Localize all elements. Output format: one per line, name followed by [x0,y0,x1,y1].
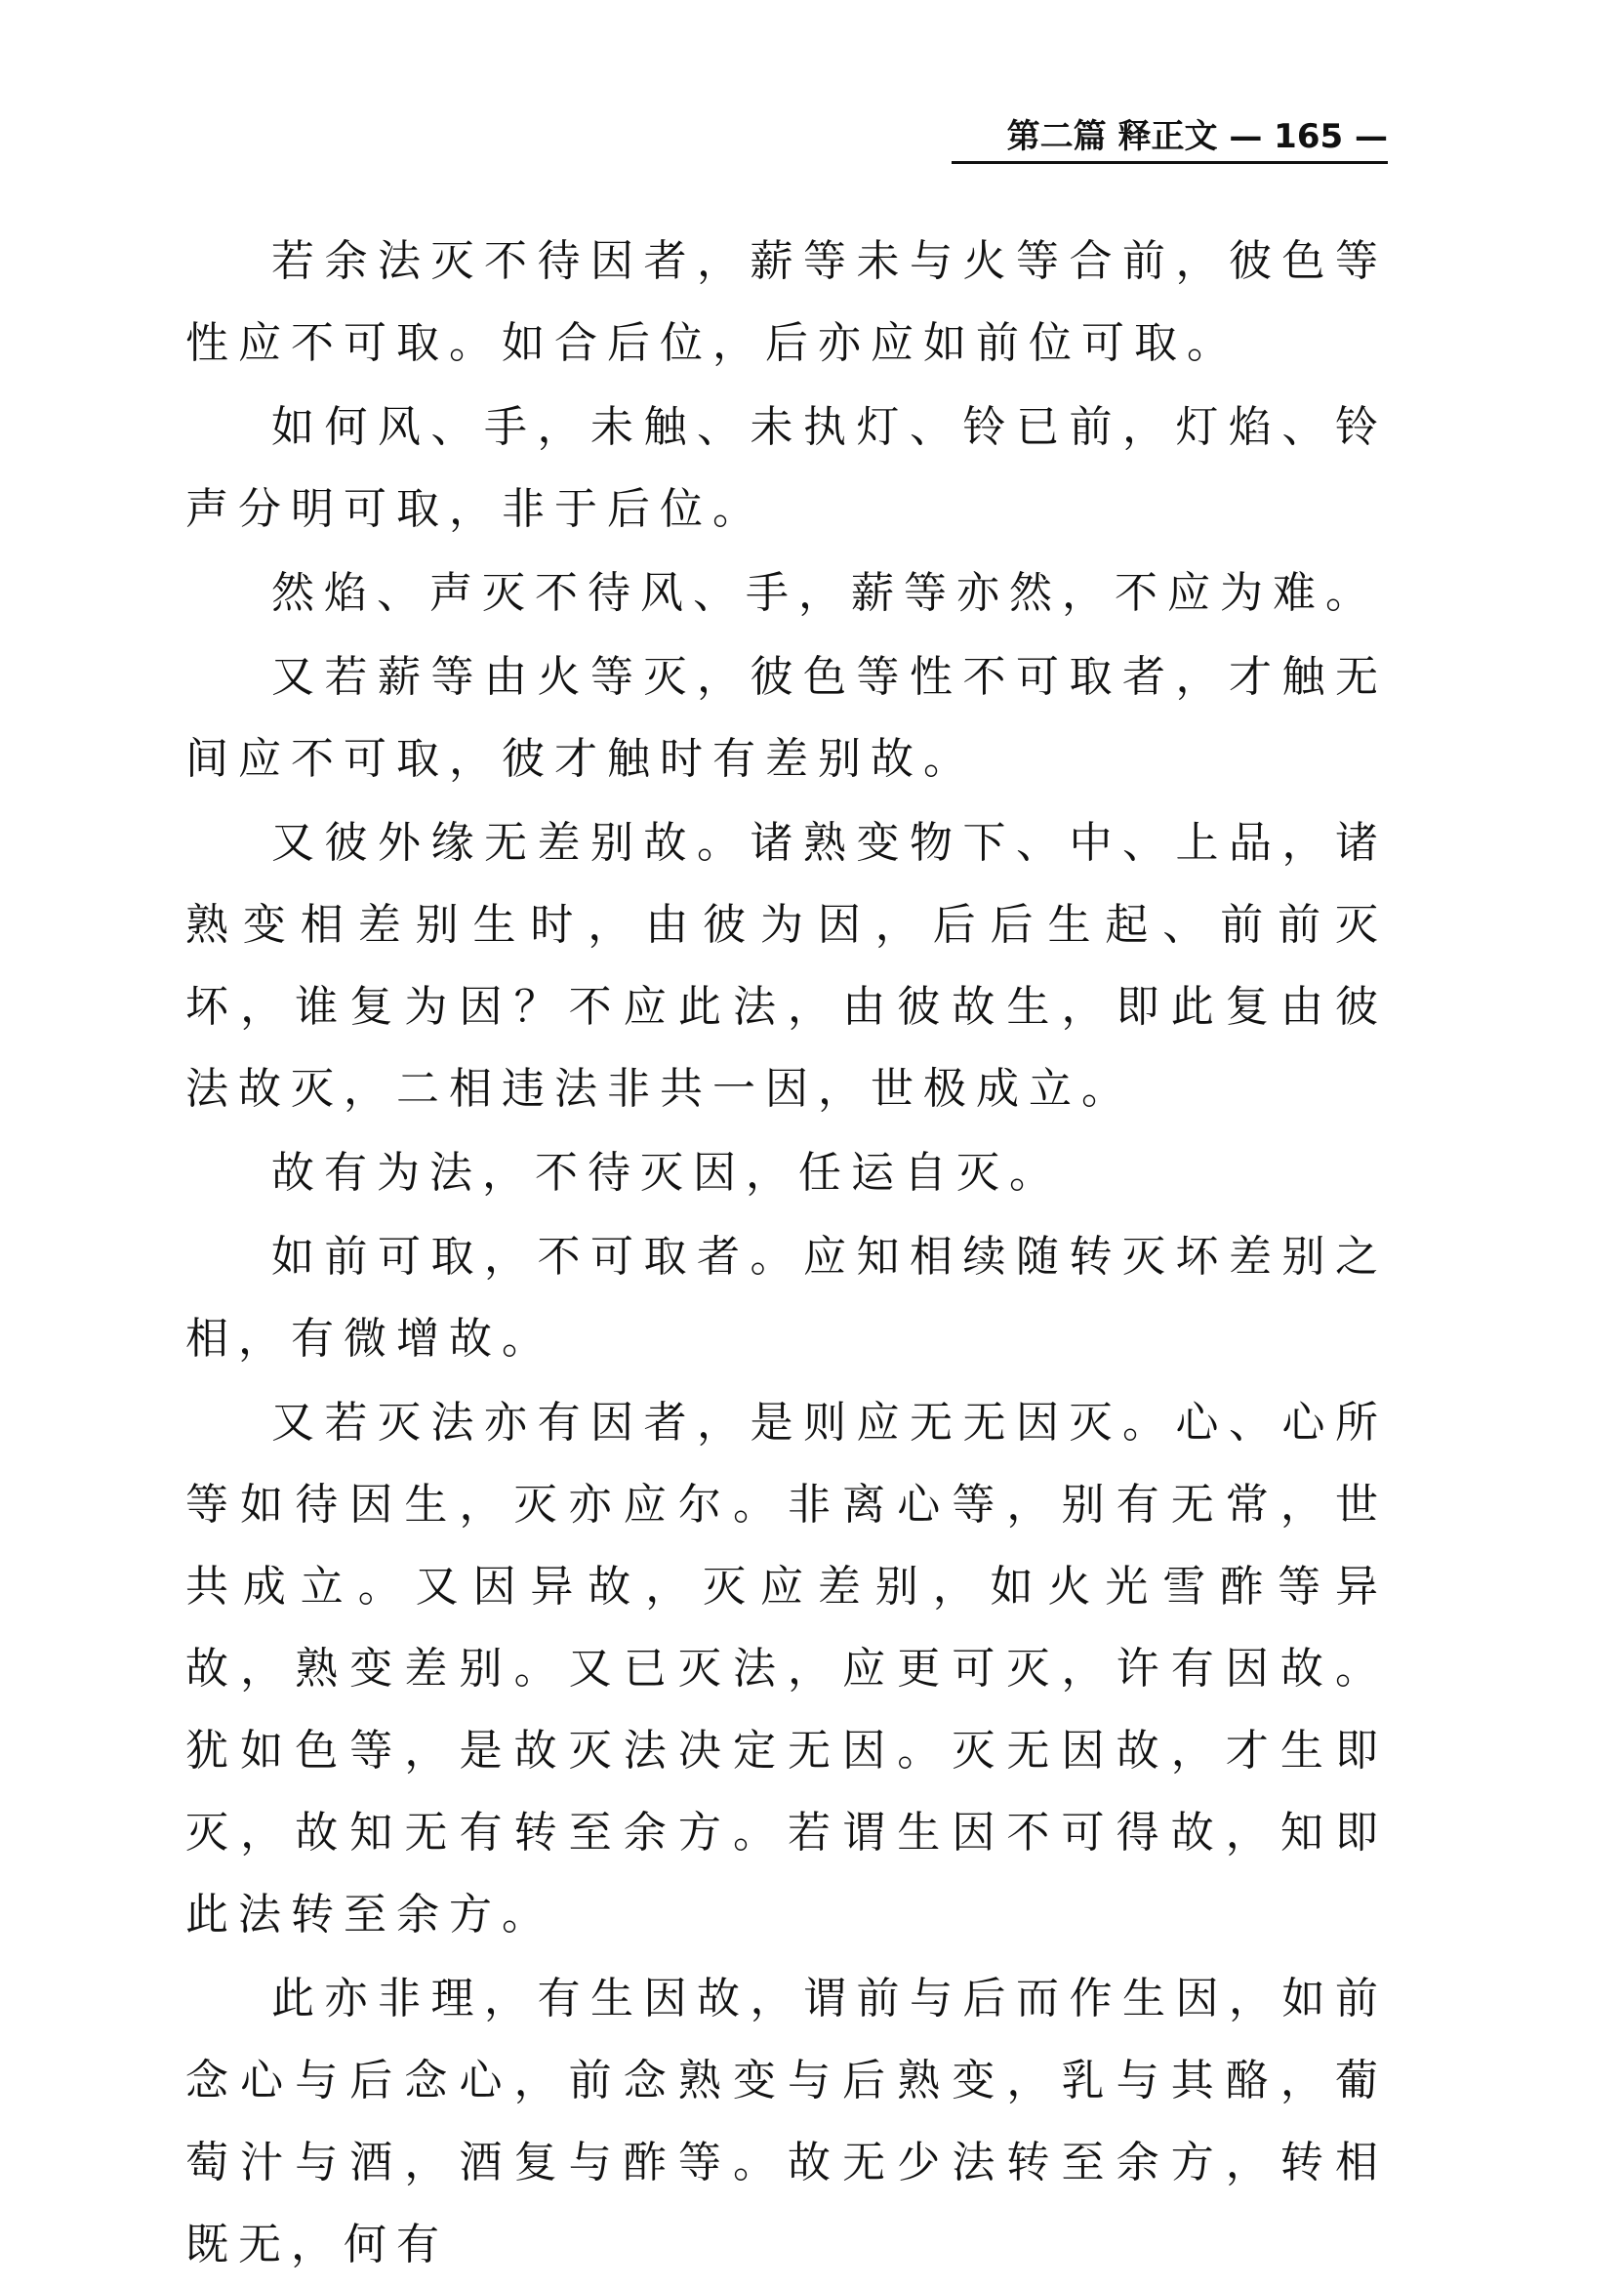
paragraph-4: 又若薪等由火等灭，彼色等性不可取者，才触无间应不可取，彼才触时有差别故。 [185,652,1388,784]
paragraph-2: 如何风、手，未触、未执灯、铃已前，灯焰、铃声分明可取，非于后位。 [185,402,1388,534]
paragraph-9: 此亦非理，有生因故，谓前与后而作生因，如前念心与后念心，前念熟变与后熟变，乳与其酪，葡萄汁与酒，酒复与酢等。故无少法转至余方，转相既无，何有 [185,1974,1388,2269]
paragraph-1: 若余法灭不待因者，薪等未与火等合前，彼色等性应不可取。如合后位，后亦应如前位可取。 [185,236,1388,368]
header-text: 第二篇 释正文 — 165 — [1006,117,1388,156]
paragraph-7: 如前可取，不可取者。应知相续随转灭坏差别之相，有微增故。 [185,1232,1388,1364]
main-text [185,221,1388,2288]
paragraph-8: 又若灭法亦有因者，是则应无无因灭。心、心所等如待因生，灭亦应尔。非离心等，别有无常，世共成立。又因异故，灭应差别，如火光雪酢等异故，熟变差别。又已灭法，应更可灭，许有因故。犹如色等，是故灭法决定无因。灭无因故，才生即灭，故知无有转至余方。若谓生因不可得故，知即此法转至余方。 [185,1398,1388,1940]
paragraph-5: 又彼外缘无差别故。诸熟变物下、中、上品，诸熟变相差别生时，由彼为因，后后生起、前前灭坏，谁复为因？不应此法，由彼故生，即此复由彼法故灭，二相违法非共一因，世极成立。 [185,818,1388,1114]
paragraph-6: 故有为法，不待灭因，任运自灭。 [271,1148,1062,1198]
paragraph-3: 然焰、声灭不待风、手，薪等亦然，不应为难。 [271,568,1378,618]
running-header [952,115,1388,164]
